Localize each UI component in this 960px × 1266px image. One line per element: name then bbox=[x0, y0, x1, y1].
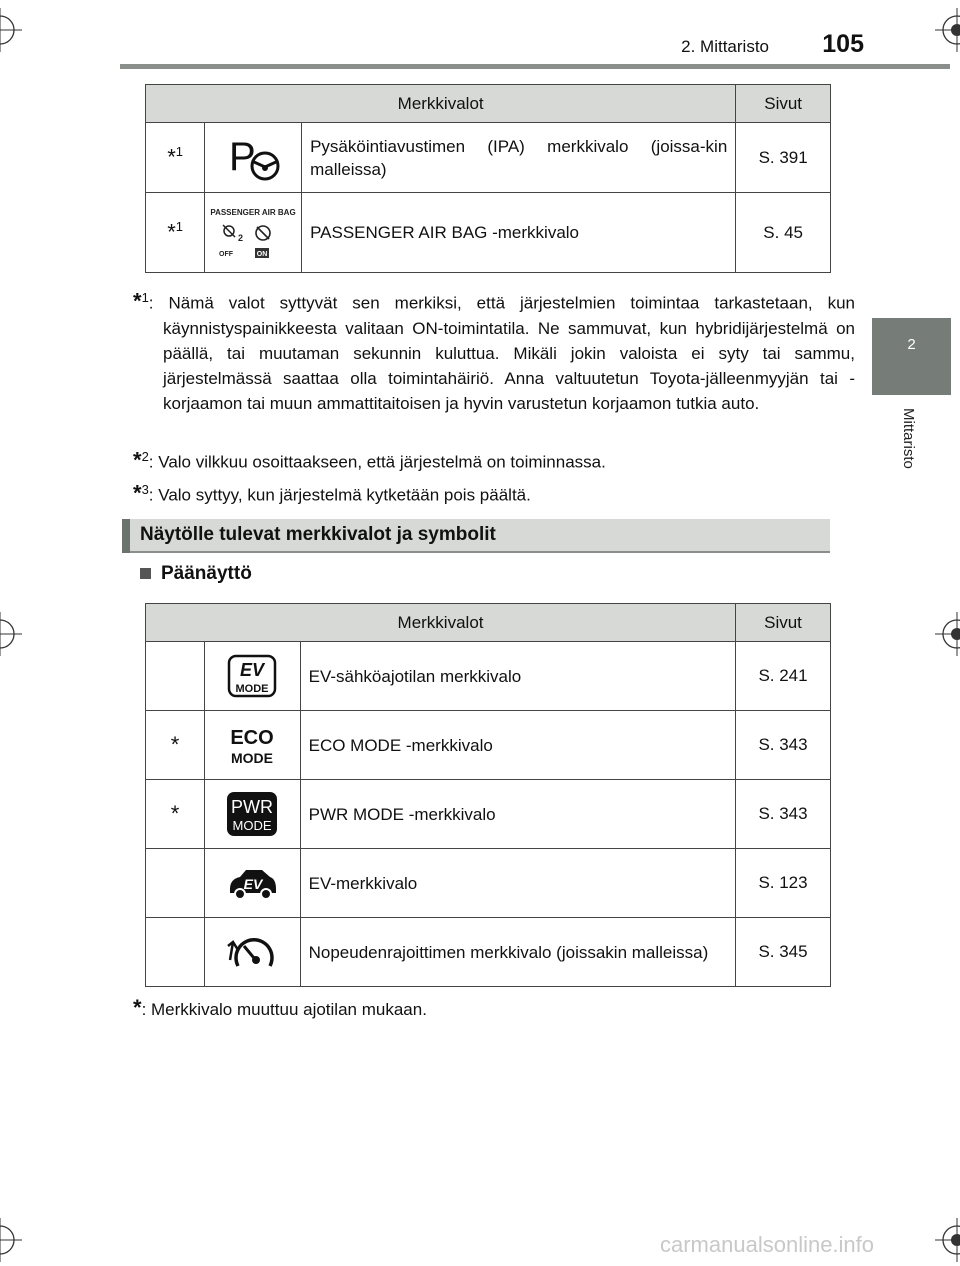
registration-mark-top-left-icon bbox=[0, 8, 22, 52]
row-description: ECO MODE -merkkivalo bbox=[300, 711, 735, 780]
svg-text:PWR: PWR bbox=[231, 797, 274, 817]
table-row bbox=[146, 849, 831, 918]
table-row bbox=[146, 918, 831, 987]
svg-text:OFF: OFF bbox=[219, 250, 234, 258]
row-mark: * bbox=[146, 780, 205, 849]
svg-text:EV: EV bbox=[240, 660, 265, 680]
header-section-title: 2. Mittaristo bbox=[681, 37, 769, 56]
section-title: Näytölle tulevat merkkivalot ja symbolit bbox=[140, 524, 496, 545]
svg-text:ON: ON bbox=[256, 250, 268, 258]
svg-text:MODE: MODE bbox=[232, 818, 272, 833]
row-page-ref: S. 241 bbox=[736, 642, 831, 711]
footnote-bottom: *: Merkkivalo muuttuu ajotilan mukaan. bbox=[133, 995, 427, 1020]
table-header-row bbox=[146, 85, 831, 123]
svg-text:ECO: ECO bbox=[230, 727, 275, 749]
svg-text:P: P bbox=[229, 134, 256, 179]
row-description: Nopeudenrajoittimen merkkivalo (joissakin malleissa) bbox=[300, 918, 735, 987]
table-row bbox=[146, 780, 831, 849]
airbag-icon-title: PASSENGER AIR BAG bbox=[210, 207, 296, 217]
row-mark: *$^1$ bbox=[146, 193, 205, 273]
footnote-3: *$^3$: Valo syttyy, kun järjestelmä kytketään pois päältä. bbox=[133, 480, 531, 506]
row-page-ref: S. 391 bbox=[736, 123, 831, 193]
square-bullet-icon bbox=[140, 568, 151, 579]
table-header-indicators: Merkkivalot bbox=[146, 604, 736, 642]
chapter-tab bbox=[872, 318, 951, 395]
table-header-indicators: Merkkivalot bbox=[146, 85, 736, 123]
registration-mark-mid-left-icon bbox=[0, 612, 22, 656]
row-page-ref: S. 345 bbox=[736, 918, 831, 987]
row-page-ref: S. 343 bbox=[736, 780, 831, 849]
indicator-table-1 bbox=[145, 84, 831, 273]
row-page-ref: S. 123 bbox=[736, 849, 831, 918]
ev-mode-icon bbox=[205, 642, 300, 711]
row-page-ref: S. 343 bbox=[736, 711, 831, 780]
svg-text:MODE: MODE bbox=[231, 750, 274, 766]
table-row bbox=[146, 711, 831, 780]
table-header-pages: Sivut bbox=[736, 604, 831, 642]
page-number: 105 bbox=[822, 30, 864, 58]
table-header-row bbox=[146, 604, 831, 642]
table-row bbox=[146, 123, 831, 193]
subsection-title: Päänäyttö bbox=[140, 563, 252, 585]
pwr-mode-icon bbox=[205, 780, 300, 849]
svg-text:EV: EV bbox=[244, 876, 263, 892]
row-mark bbox=[146, 849, 205, 918]
section-banner-bar bbox=[122, 519, 130, 553]
eco-mode-icon bbox=[205, 711, 300, 780]
registration-mark-top-right-icon bbox=[935, 8, 960, 52]
registration-mark-bottom-left-icon bbox=[0, 1218, 22, 1262]
park-assist-p-icon bbox=[205, 123, 302, 193]
registration-mark-bottom-right-icon bbox=[935, 1218, 960, 1262]
ev-car-icon bbox=[205, 849, 300, 918]
footnote-2: *$^2$: Valo vilkkuu osoittaakseen, että järjestelmä on toiminnassa. bbox=[133, 447, 606, 473]
speed-limiter-icon bbox=[205, 918, 300, 987]
row-description: EV-sähköajotilan merkkivalo bbox=[300, 642, 735, 711]
chapter-tab-number: 2 bbox=[907, 336, 916, 353]
row-mark bbox=[146, 918, 205, 987]
table-header-pages: Sivut bbox=[736, 85, 831, 123]
row-description: PASSENGER AIR BAG -merkkivalo bbox=[302, 193, 736, 273]
row-description: Pysäköintiavustimen (IPA) merkkivalo (joissa-kin malleissa) bbox=[302, 123, 736, 193]
row-page-ref: S. 45 bbox=[736, 193, 831, 273]
indicator-table-2 bbox=[145, 603, 831, 987]
passenger-airbag-icon bbox=[205, 193, 302, 273]
row-mark bbox=[146, 642, 205, 711]
table-row bbox=[146, 642, 831, 711]
footnote-1: *$^1$: Nämä valot syttyvät sen merkiksi, että järjestelmien toimintaa tarkastetaan, kun käynnistyspainikkeesta valitaan ON-toimintatila. Ne sammuvat, kun hybridijärjestelmä on päällä, tai muutaman sekunnin kuluttua. Mikäli jokin valoista ei syty tai sammu, järjestelmässä saattaa olla toimintahäiriö. Anna valtuutetun Toyota-jälleenmyyjän tai -korjaamon tai muun ammattitaitoisen ja hyvin varustetun korjaamon tutkia auto. bbox=[133, 288, 855, 413]
row-description: EV-merkkivalo bbox=[300, 849, 735, 918]
row-description: PWR MODE -merkkivalo bbox=[300, 780, 735, 849]
svg-text:2: 2 bbox=[238, 232, 244, 243]
registration-mark-mid-right-icon bbox=[935, 612, 960, 656]
watermark: carmanualsonline.info bbox=[660, 1232, 875, 1257]
table-row bbox=[146, 193, 831, 273]
svg-text:MODE: MODE bbox=[235, 683, 269, 695]
row-mark: *$^1$ bbox=[146, 123, 205, 193]
header-rule bbox=[120, 64, 950, 69]
row-mark: * bbox=[146, 711, 205, 780]
chapter-tab-label: Mittaristo bbox=[900, 408, 917, 469]
